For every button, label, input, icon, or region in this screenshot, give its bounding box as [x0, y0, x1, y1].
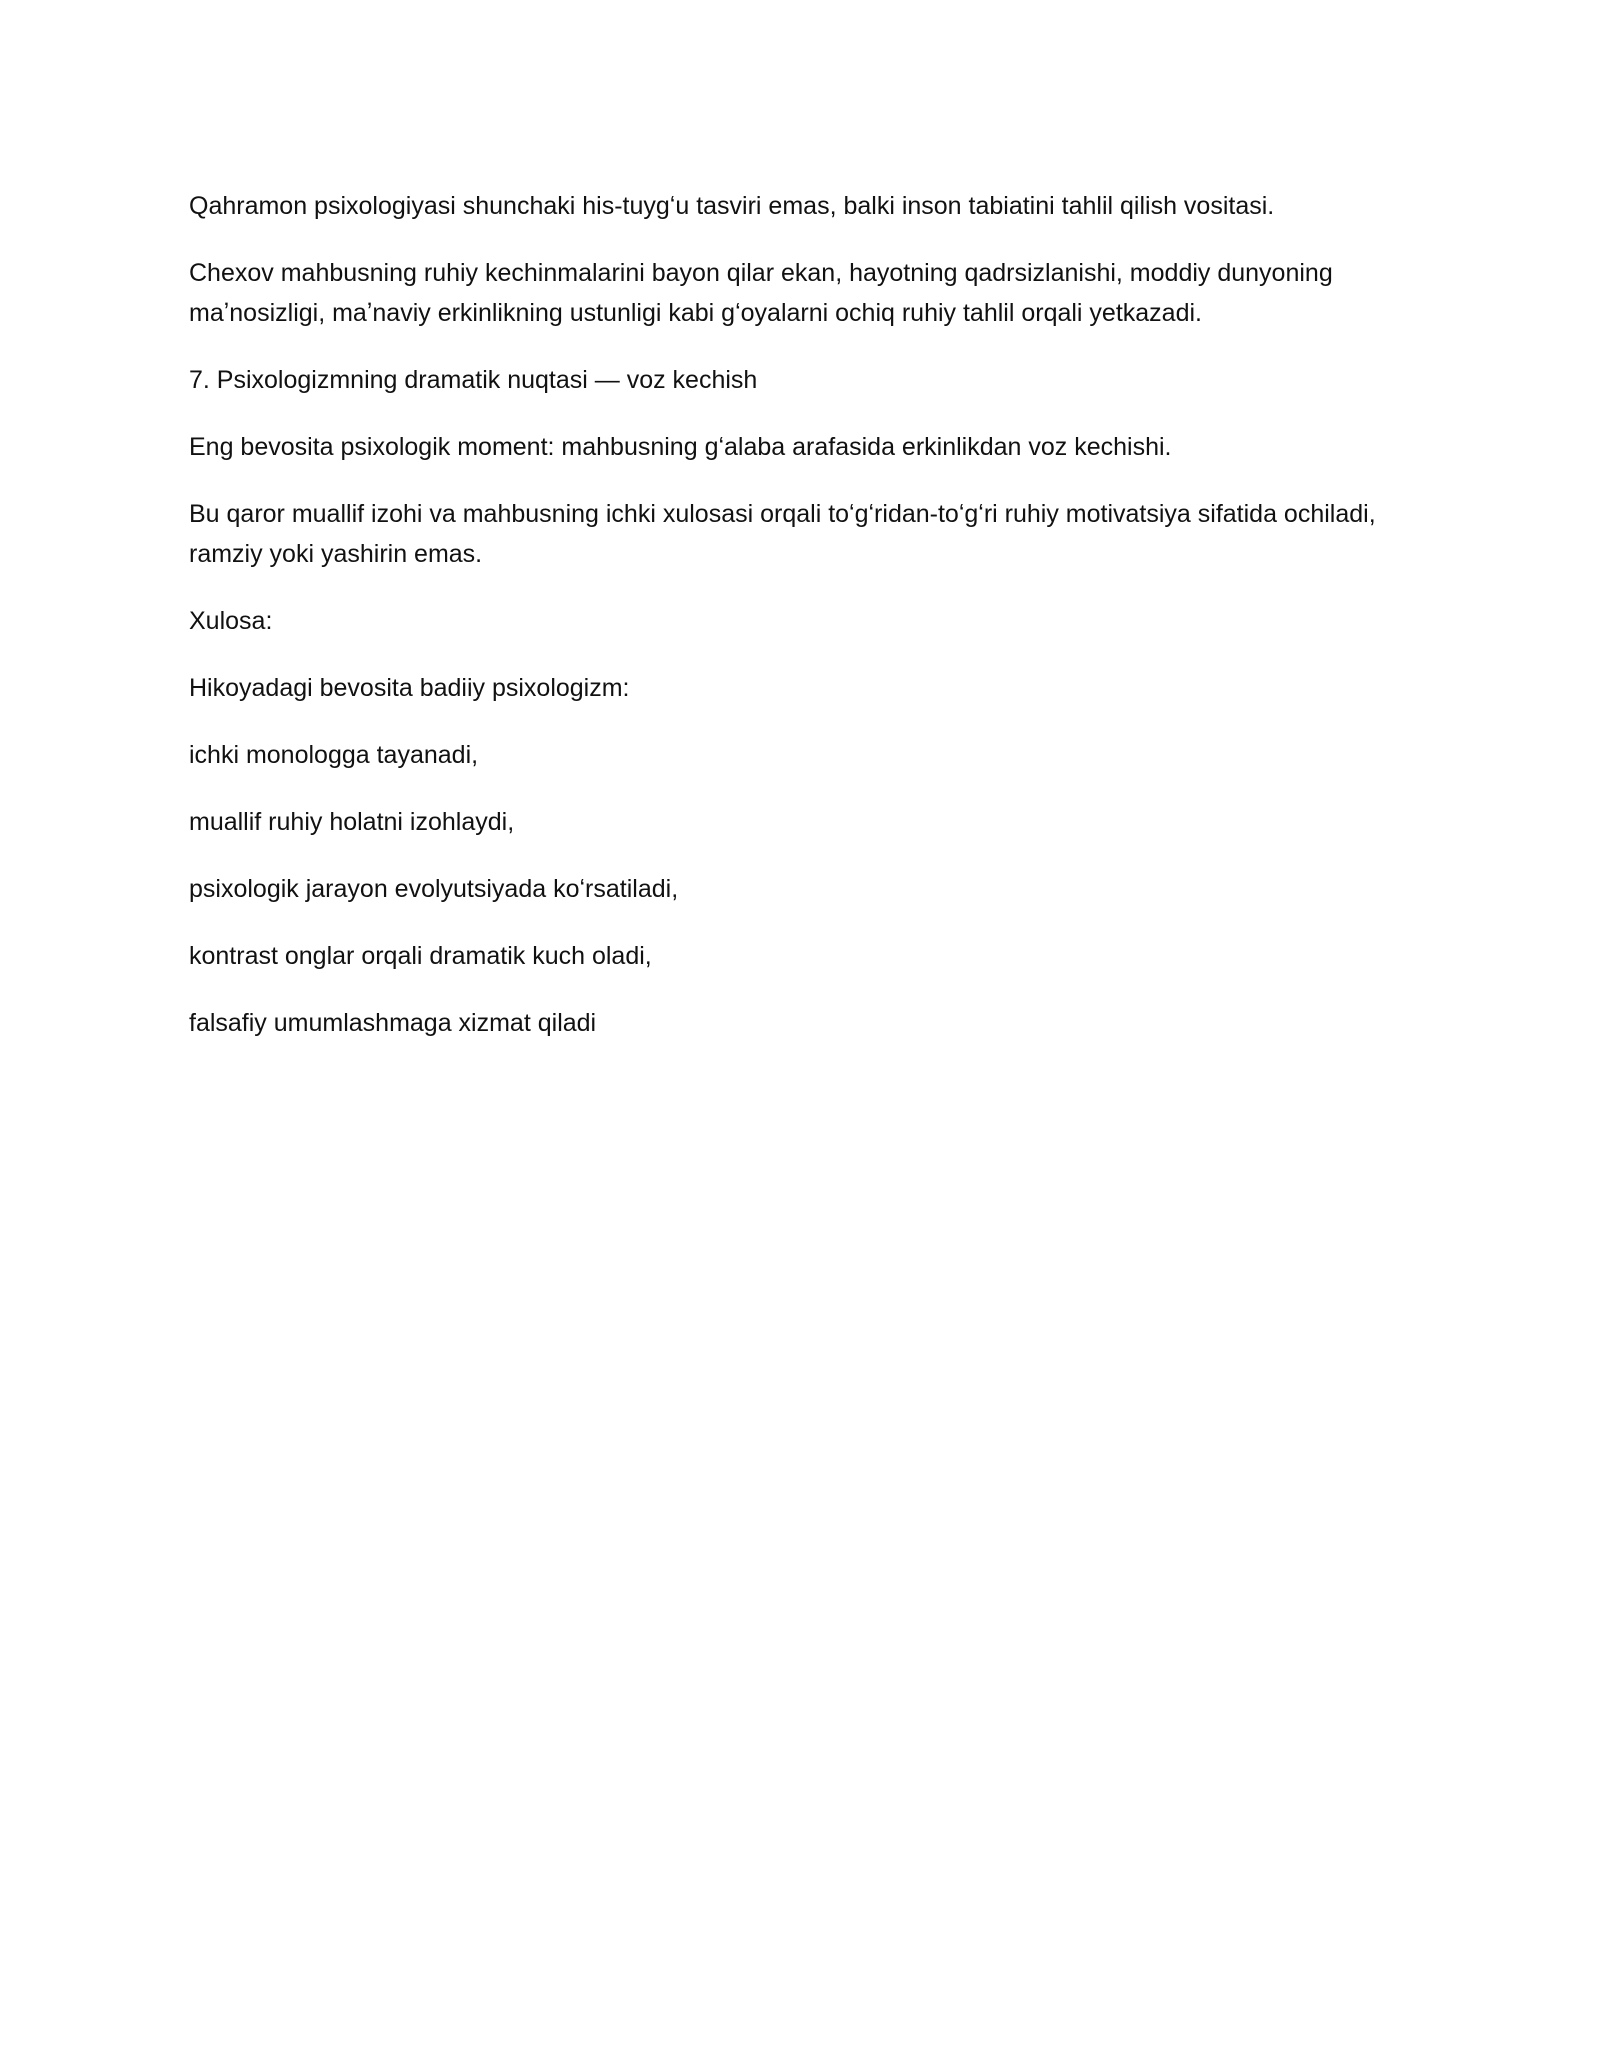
- conclusion-item: psixologik jarayon evolyutsiyada koʻrsatiladi,: [189, 875, 679, 903]
- paragraph-chekhov-analysis: Chexov mahbusning ruhiy kechinmalarini bayon qilar ekan, hayotning qadrsizlanishi, moddiy dunyoning maʼnosizligi, maʼnaviy erkinlikning ustunligi kabi gʻoyalarni ochiq ruhiy tahlil orqali yetkazadi.: [189, 259, 1333, 327]
- paragraph-decision-motivation: Bu qaror muallif izohi va mahbusning ichki xulosasi orqali toʻgʻridan-toʻgʻri ruhiy motivatsiya sifatida ochiladi, ramziy yoki yashirin emas.: [189, 500, 1376, 568]
- conclusion-heading: Xulosa:: [189, 607, 273, 635]
- conclusion-intro: Hikoyadagi bevosita badiiy psixologizm:: [189, 674, 630, 702]
- paragraph-psychological-moment: Eng bevosita psixologik moment: mahbusning gʻalaba arafasida erkinlikdan voz kechishi.: [189, 433, 1172, 461]
- conclusion-item: ichki monologga tayanadi,: [189, 741, 479, 769]
- conclusion-item: falsafiy umumlashmaga xizmat qiladi: [189, 1009, 597, 1037]
- paragraph-psychology-definition: Qahramon psixologiyasi shunchaki his-tuygʻu tasviri emas, balki inson tabiatini tahlil qilish vositasi.: [189, 192, 1275, 220]
- document-body: [189, 186, 1429, 1070]
- conclusion-item: muallif ruhiy holatni izohlaydi,: [189, 808, 515, 836]
- section-heading-renunciation: 7. Psixologizmning dramatik nuqtasi — voz kechish: [189, 366, 758, 394]
- conclusion-item: kontrast onglar orqali dramatik kuch oladi,: [189, 942, 652, 970]
